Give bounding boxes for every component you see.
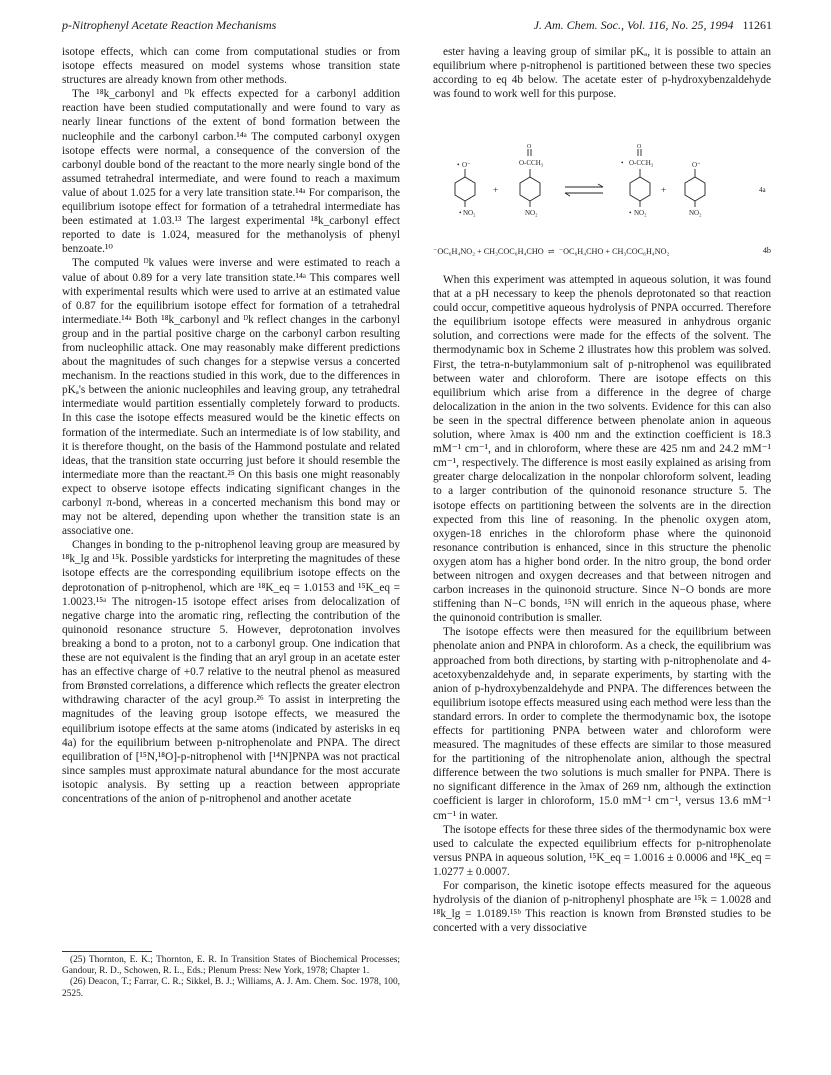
nitro-label-4: NO₂ xyxy=(689,209,702,217)
eq4b-label: 4b xyxy=(762,246,771,255)
eq4b xyxy=(433,246,771,256)
paragraph: When this experiment was attempted in aqueous solution, it was found that at a pH necessary to keep the phenols deprotonated so that reaction could occur, competitive aqueous hydrolysis of PNPA occurred. Therefore the equilibrium isotope effects were measured in anhydrous organic solution, and corrections were made for the effects of the solvent. The thermodynamic box in Scheme 2 illustrates how this problem was solved. First, the tetra-n-butylammonium salt of p-nitrophenol was equilibrated between water and chloroform. There are isotope effects on this equilibrium which arise from a difference in the degree of charge delocalization in the anion in the two solvents. Evidence for this can also be seen in the spectral difference between phenolate anion in aqueous solution, where λmax is 400 nm and the extinction coefficient is 18.3 mM⁻¹ cm⁻¹, and in chloroform, where these are 425 nm and 24.2 mM⁻¹ cm⁻¹, respectively. The difference is most easily explained as arising from greater charge delocalization in the nonpolar chloroform solvent, leading to a larger contribution of the quinonoid resonance structure 5. The isotope effects on partitioning between the solvents are in the direction expected from this line of reasoning. In the phenolic oxygen atom, oxygen-18 enriches in the chloroform phase where the quinonoid resonance contribution is enhanced, since in this structure the phenolic oxygen atom has a higher bond order. In the nitro group, the bond order between nitrogen and oxygen decreases and that between nitrogen and carbon increases in the quinonoid structure. Since N−O bonds are more stiffening than N−C bonds, ¹⁵N will enrich in the aqueous phase, where the quinonoid contribution is smaller. xyxy=(433,274,771,625)
svg-text:+: + xyxy=(661,185,667,195)
oxide-label: • xyxy=(457,161,460,169)
oxide-label-1: O⁻ xyxy=(462,161,471,169)
footnote-25: (25) Thornton, E. K.; Thornton, E. R. In Transition States of Biochemical Processes; Gandour, R. D., Schowen, R. L., Eds.; Plenum Press: New York, 1978; Chapter 1. xyxy=(62,955,400,977)
paragraph: The computed ᴰk values were inverse and were estimated to reach a value of about 0.89 for a very late transition state.¹⁴ᵃ This compares well with experimental results which were used to arrive at an estimated value of 0.87 for the equilibrium isotope effect for formation of a tetrahedral intermediate.¹⁴ᵃ Both ¹⁸k_carbonyl and ᴰk reflect changes in the carbonyl group and in the partial positive charge on the carbonyl carbon resulting from nucleophilic attack. One may reasonably make different predictions about the magnitudes of such changes for a stepwise versus a concerted mechanism. In the reactions studied in this work, due to the differences in pKₐ's between the anionic nucleophiles and leaving group, any tetrahedral intermediate would partition essentially completely forward to products. In this case the isotope effects measured would be the kinetic effects on formation of the intermediate. Such an intermediate is of low stability, and it is therefore thought, on the basis of the Hammond postulate and related ideas, that the transition state occurring just before it should resemble the intermediate more than the reactant.²⁵ On this basis one might reasonably expect to observe isotope effects indicating significant changes in the carbonyl π-bond, whereas in a concerted mechanism this bond may or may not be altered, depending upon whether the transition state is an associative one. xyxy=(62,257,400,538)
svg-text:+: + xyxy=(493,185,499,195)
svg-text:•: • xyxy=(629,209,632,217)
paragraph: For comparison, the kinetic isotope effects measured for the aqueous hydrolysis of the dianion of p-nitrophenyl phosphate are ¹⁵k = 1.0028 and ¹⁸k_lg = 1.0189.¹⁵ᵇ This reaction is known from Brønsted studies to be concerted with a very dissociative xyxy=(433,880,771,935)
acetyl-label-2: O-CCH₃ xyxy=(629,159,654,167)
nitro-label-2: NO₂ xyxy=(525,209,538,217)
paragraph: The isotope effects for these three sides of the thermodynamic box were used to calculate the expected equilibrium effects for p-nitrophenolate versus PNPA in aqueous solution, ¹⁵K_eq = 1.0016 ± 0.0006 and ¹⁸K_eq = 1.0277 ± 0.0007. xyxy=(433,823,771,878)
journal-citation: J. Am. Chem. Soc., Vol. 116, No. 25, 1994 xyxy=(533,18,734,32)
paragraph: ester having a leaving group of similar pKₐ, it is possible to attain an equilibrium where p-nitrophenol is partitioned between these two species according to eq 4b below. The acetate ester of p-hydroxybenzaldehyde was found to work well for this purpose. xyxy=(433,46,771,101)
eq4b-right: ⁻OC₆H₄CHO + CH₃COC₆H₄NO₂ xyxy=(558,247,670,256)
eq4a-label: 4a xyxy=(759,186,766,194)
left-column xyxy=(62,45,400,806)
paragraph: The ¹⁸k_carbonyl and ᴰk effects expected for a carbonyl addition reaction have been studied computationally and were found to vary as nearly linear functions of the extent of bond formation between the nucleophile and the carbonyl carbon.¹⁴ᵃ The computed carbonyl oxygen isotope effects were normal, a consequence of the conversion of the carbonyl double bond of the reactant to the more nearly single bond of the assumed tetrahedral intermediate, and were found to reach a maximum value of about 1.025 for a very late transition state.¹⁴ᵃ For comparison, the equilibrium isotope effect for formation of a tetrahedral intermediate has been estimated at 1.03.¹³ The largest experimental ¹⁸k_carbonyl effect reported to date is 1.024, measured for the methanolysis of phenyl benzoate.¹⁰ xyxy=(62,88,400,256)
svg-text:•: • xyxy=(621,159,624,167)
footnote-26: (26) Deacon, T.; Farrar, C. R.; Sikkel, B. J.; Williams, A. J. Am. Chem. Soc. 1978, 100, 2525. xyxy=(62,977,400,999)
eq4b-left: ⁻OC₆H₄NO₂ + CH₃COC₆H₄CHO xyxy=(433,247,544,256)
paragraph: isotope effects, which can come from computational studies or from isotope effects measured on model systems whose transition state structures are already known from other methods. xyxy=(62,46,400,87)
header-title: p-Nitrophenyl Acetate Reaction Mechanisms xyxy=(62,18,277,32)
equation-scheme xyxy=(433,143,771,267)
equilibrium-arrow: ⇌ xyxy=(545,247,557,256)
right-column-top xyxy=(433,45,771,101)
eq4a-structures xyxy=(433,143,771,243)
paragraph: The isotope effects were then measured for the equilibrium between phenolate anion and PNPA in chloroform. As a check, the equilibrium was approached from both directions, by starting with p-nitrophenolate and 4-acetoxybenzaldehyde and, in separate experiments, by starting with the anion of p-hydroxybenzaldehyde and PNPA. The differences between the equilibrium isotope effects measured using each method were less than the standard errors. In order to complete the thermodynamic box, the isotope effects for partitioning PNPA between water and chloroform were measured. The magnitudes of these effects are similar to those measured for the partitioning of the nitrophenolate anion, although the spectral difference between the two solutions is much smaller for PNPA. There is no significant difference in the λmax of 269 nm, although the extinction coefficient is larger in chloroform, 15.0 mM⁻¹ cm⁻¹, versus 13.6 mM⁻¹ cm⁻¹ in water. xyxy=(433,626,771,822)
right-column xyxy=(433,273,771,935)
svg-text:O: O xyxy=(527,144,532,150)
acetyl-label-1: O-CCH₃ xyxy=(519,159,544,167)
paragraph: Changes in bonding to the p-nitrophenol leaving group are measured by ¹⁸k_lg and ¹⁵k. Possible yardsticks for interpreting the magnitudes of these isotope effects are the corresponding equilibrium isotope effects on the deprotonation of p-nitrophenol, which are ¹⁸K_eq = 1.0153 and ¹⁵K_eq = 1.0023.¹⁵ᵃ The nitrogen-15 isotope effect arises from delocalization of negative charge into the aromatic ring, reflecting the contribution of the quinonoid resonance structure 5. However, deprotonation involves breaking a bond to a proton, not to a carbonyl group. One indication that these are not equivalent is the finding that an aryl group in an acetate ester has an effective charge of +0.7 relative to the neutral phenol as measured from Brønsted correlations, a difference which reflects the greater electron withdrawing character of the acyl group.²⁶ To assist in interpreting the magnitudes of the leaving group isotope effects, we measured the equilibrium isotope effects at the same atoms (indicated by asterisks in eq 4a) for the equilibrium between p-nitrophenolate and PNPA. The direct equilibration of [¹⁵N,¹⁸O]-p-nitrophenol with [¹⁴N]PNPA was not practical since samples must approximate natural abundance for the most accurate isotopic analysis. By setting up a reaction between appropriate concentrations of the anion of p-nitrophenol and another acetate xyxy=(62,539,400,805)
nitro-label-1b: NO₂ xyxy=(463,209,476,217)
footnote-rule xyxy=(62,951,152,952)
header-citation xyxy=(534,18,772,33)
oxide-label-2: O⁻ xyxy=(692,161,701,169)
nitro-label-1: • xyxy=(459,209,462,217)
running-header xyxy=(62,18,772,34)
nitro-label-3: NO₂ xyxy=(634,209,647,217)
footnotes xyxy=(62,955,400,1000)
svg-text:O: O xyxy=(637,144,642,150)
page-number: 11261 xyxy=(742,18,772,32)
